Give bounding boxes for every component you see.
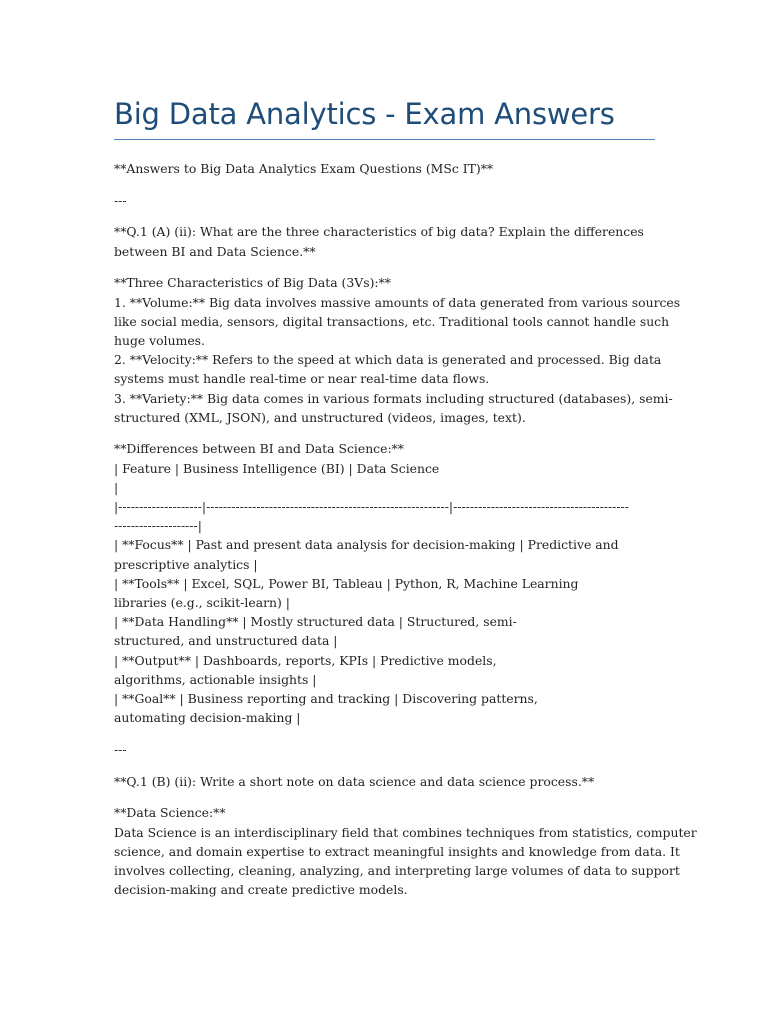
separator-top (114, 191, 659, 210)
markdown-table-row: --------------------| (114, 518, 202, 534)
data-science-line: science, and domain expertise to extract meaningful insights and knowledge from data. It (114, 843, 680, 859)
bi-vs-ds-heading: **Differences between BI and Data Science:** (114, 441, 405, 457)
markdown-table-row: | **Tools** | Excel, SQL, Power BI, Tableau | Python, R, Machine Learning (114, 575, 579, 591)
q1-a-question-line: **Q.1 (A) (ii): What are the three characteristics of big data? Explain the differences (114, 224, 644, 240)
markdown-table-row: structured, and unstructured data | (114, 633, 338, 649)
bi-vs-ds-section (114, 439, 659, 727)
markdown-table-row: |--------------------|----------------------------------------------------------|------------------------------------------ (114, 499, 629, 515)
q1-a-question (114, 222, 659, 260)
title-underline (114, 139, 655, 140)
markdown-table-row: | **Focus** | Past and present data analysis for decision-making | Predictive and (114, 537, 619, 553)
intro-text: **Answers to Big Data Analytics Exam Questions (MSc IT)** (114, 161, 494, 176)
data-science-line: involves collecting, cleaning, analyzing, and interpreting large volumes of data to support (114, 863, 680, 878)
characteristics-line: systems must handle real-time or near real-time data flows. (114, 371, 490, 387)
three-characteristics-heading: **Three Characteristics of Big Data (3Vs):** (114, 275, 391, 291)
markdown-table-row: prescriptive analytics | (114, 556, 258, 572)
q1-b-question (114, 772, 659, 791)
markdown-table-row: | Feature | Business Intelligence (BI) | Data Science (114, 460, 440, 476)
characteristics-line: 1. **Volume:** Big data involves massive amounts of data generated from various sources (114, 294, 681, 310)
separator-text: --- (114, 192, 127, 208)
data-science-section (114, 803, 697, 899)
data-science-line: decision-making and create predictive models. (114, 882, 408, 898)
markdown-table-row: | **Output** | Dashboards, reports, KPIs | Predictive models, (114, 652, 497, 668)
q1-a-question-line: between BI and Data Science.** (114, 243, 316, 259)
data-science-line: Data Science is an interdisciplinary field that combines techniques from statistics, computer (114, 824, 697, 840)
separator-text: --- (114, 741, 127, 757)
markdown-table-row: algorithms, actionable insights | (114, 671, 317, 687)
data-science-heading: **Data Science:** (114, 805, 226, 821)
characteristics-line: 2. **Velocity:** Refers to the speed at which data is generated and processed. Big data (114, 352, 662, 368)
markdown-table-row: | **Goal** | Business reporting and tracking | Discovering patterns, (114, 691, 538, 707)
three-characteristics-section (114, 273, 681, 427)
characteristics-line: huge volumes. (114, 332, 205, 348)
markdown-table-row: | **Data Handling** | Mostly structured data | Structured, semi- (114, 614, 517, 630)
intro-paragraph (114, 159, 659, 178)
characteristics-line: structured (XML, JSON), and unstructured (videos, images, text). (114, 409, 526, 425)
document-body (114, 159, 697, 912)
markdown-table-row: automating decision-making | (114, 710, 301, 726)
characteristics-line: 3. **Variety:** Big data comes in various formats including structured (databases), semi- (114, 390, 673, 406)
markdown-table-row: libraries (e.g., scikit-learn) | (114, 595, 290, 611)
markdown-table-row: | (114, 479, 119, 495)
q1-b-question-line: **Q.1 (B) (ii): Write a short note on data science and data science process.** (114, 773, 595, 789)
separator-bottom (114, 740, 659, 759)
document-title: Big Data Analytics - Exam Answers (114, 97, 615, 131)
characteristics-line: like social media, sensors, digital transactions, etc. Traditional tools cannot handle such (114, 313, 670, 329)
